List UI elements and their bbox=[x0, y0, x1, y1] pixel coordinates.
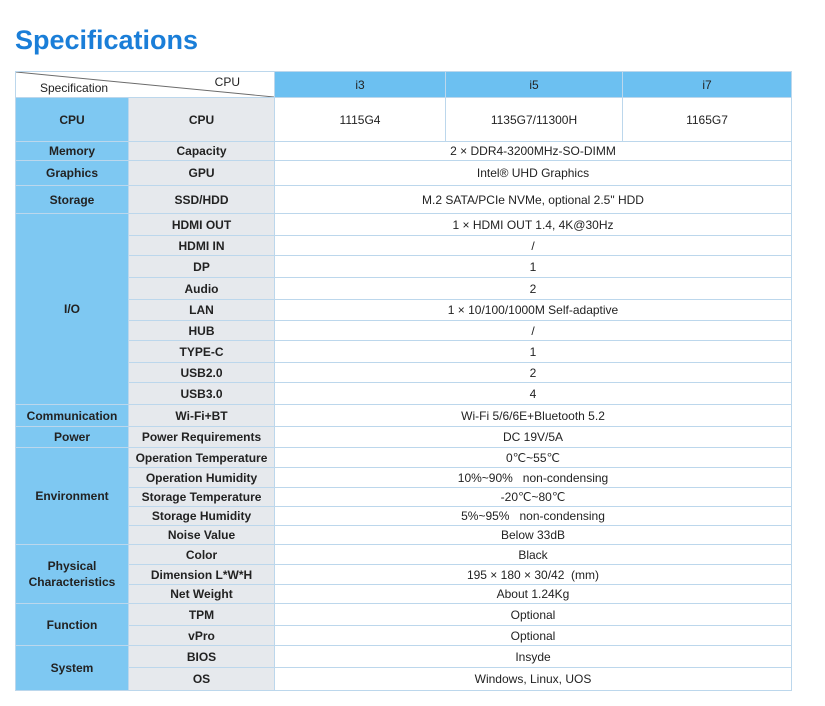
spec-value-type-c: 1 bbox=[275, 341, 792, 363]
spec-row bbox=[16, 427, 792, 448]
spec-label-bios: BIOS bbox=[129, 646, 275, 668]
spec-label-lan: LAN bbox=[129, 300, 275, 321]
corner-cpu-label: CPU bbox=[214, 75, 240, 89]
spec-label-capacity: Capacity bbox=[129, 142, 275, 161]
spec-row bbox=[16, 646, 792, 668]
spec-row bbox=[16, 405, 792, 427]
spec-value-hub: / bbox=[275, 321, 792, 341]
corner-specification-label: Specification bbox=[40, 81, 109, 95]
spec-row bbox=[16, 341, 792, 363]
spec-label-audio: Audio bbox=[129, 278, 275, 300]
spec-row bbox=[16, 214, 792, 236]
spec-row bbox=[16, 300, 792, 321]
spec-value-dimension-l-w-h: 195 × 180 × 30/42 (mm) bbox=[275, 565, 792, 585]
spec-value-lan: 1 × 10/100/1000M Self-adaptive bbox=[275, 300, 792, 321]
model-header-i3: i3 bbox=[275, 72, 446, 98]
spec-table bbox=[15, 71, 792, 691]
spec-row bbox=[16, 236, 792, 256]
spec-value-dp: 1 bbox=[275, 256, 792, 278]
spec-row bbox=[16, 526, 792, 545]
spec-label-wi-fi-bt: Wi-Fi+BT bbox=[129, 405, 275, 427]
spec-row bbox=[16, 507, 792, 526]
cpu-row bbox=[16, 98, 792, 142]
spec-value-tpm: Optional bbox=[275, 604, 792, 626]
spec-row bbox=[16, 585, 792, 604]
spec-label-cpu: CPU bbox=[129, 98, 275, 142]
spec-label-ssd-hdd: SSD/HDD bbox=[129, 186, 275, 214]
spec-row bbox=[16, 604, 792, 626]
category-storage: Storage bbox=[16, 186, 129, 214]
spec-label-dimension-l-w-h: Dimension L*W*H bbox=[129, 565, 275, 585]
spec-label-storage-temperature: Storage Temperature bbox=[129, 488, 275, 507]
spec-value-gpu: Intel® UHD Graphics bbox=[275, 161, 792, 186]
category-physical-characteristics: Physical Characteristics bbox=[16, 545, 129, 604]
spec-value-usb3-0: 4 bbox=[275, 383, 792, 405]
model-header-i7: i7 bbox=[623, 72, 792, 98]
spec-row bbox=[16, 488, 792, 507]
header-row bbox=[16, 72, 792, 98]
spec-row bbox=[16, 363, 792, 383]
spec-label-hdmi-out: HDMI OUT bbox=[129, 214, 275, 236]
spec-row bbox=[16, 256, 792, 278]
spec-row bbox=[16, 278, 792, 300]
category-cpu: CPU bbox=[16, 98, 129, 142]
spec-label-type-c: TYPE-C bbox=[129, 341, 275, 363]
category-power: Power bbox=[16, 427, 129, 448]
cpu-value-i5: 1135G7/11300H bbox=[446, 98, 623, 142]
spec-value-storage-temperature: -20℃~80℃ bbox=[275, 488, 792, 507]
spec-value-os: Windows, Linux, UOS bbox=[275, 668, 792, 691]
spec-label-vpro: vPro bbox=[129, 626, 275, 646]
spec-value-color: Black bbox=[275, 545, 792, 565]
spec-row bbox=[16, 383, 792, 405]
model-header-i5: i5 bbox=[446, 72, 623, 98]
category-environment: Environment bbox=[16, 448, 129, 545]
spec-value-vpro: Optional bbox=[275, 626, 792, 646]
spec-value-hdmi-in: / bbox=[275, 236, 792, 256]
spec-label-hub: HUB bbox=[129, 321, 275, 341]
spec-row bbox=[16, 565, 792, 585]
spec-label-net-weight: Net Weight bbox=[129, 585, 275, 604]
spec-value-operation-temperature: 0℃~55℃ bbox=[275, 448, 792, 468]
spec-row bbox=[16, 626, 792, 646]
spec-label-color: Color bbox=[129, 545, 275, 565]
category-graphics: Graphics bbox=[16, 161, 129, 186]
spec-row bbox=[16, 321, 792, 341]
category-function: Function bbox=[16, 604, 129, 646]
spec-label-gpu: GPU bbox=[129, 161, 275, 186]
corner-cell bbox=[16, 72, 275, 98]
cpu-value-i7: 1165G7 bbox=[623, 98, 792, 142]
category-system: System bbox=[16, 646, 129, 691]
page-title: Specifications bbox=[15, 25, 199, 55]
spec-row bbox=[16, 161, 792, 186]
category-memory: Memory bbox=[16, 142, 129, 161]
spec-row bbox=[16, 186, 792, 214]
spec-label-operation-humidity: Operation Humidity bbox=[129, 468, 275, 488]
cpu-value-i3: 1115G4 bbox=[275, 98, 446, 142]
spec-label-os: OS bbox=[129, 668, 275, 691]
spec-label-power-requirements: Power Requirements bbox=[129, 427, 275, 448]
spec-row bbox=[16, 142, 792, 161]
spec-label-noise-value: Noise Value bbox=[129, 526, 275, 545]
spec-row bbox=[16, 545, 792, 565]
spec-value-wi-fi-bt: Wi-Fi 5/6/6E+Bluetooth 5.2 bbox=[275, 405, 792, 427]
spec-label-usb3-0: USB3.0 bbox=[129, 383, 275, 405]
spec-label-tpm: TPM bbox=[129, 604, 275, 626]
spec-value-power-requirements: DC 19V/5A bbox=[275, 427, 792, 448]
spec-value-usb2-0: 2 bbox=[275, 363, 792, 383]
spec-value-storage-humidity: 5%~95% non-condensing bbox=[275, 507, 792, 526]
category-i-o: I/O bbox=[16, 214, 129, 405]
spec-row bbox=[16, 468, 792, 488]
spec-value-capacity: 2 × DDR4-3200MHz-SO-DIMM bbox=[275, 142, 792, 161]
spec-label-operation-temperature: Operation Temperature bbox=[129, 448, 275, 468]
spec-label-storage-humidity: Storage Humidity bbox=[129, 507, 275, 526]
spec-value-hdmi-out: 1 × HDMI OUT 1.4, 4K@30Hz bbox=[275, 214, 792, 236]
spec-row bbox=[16, 668, 792, 691]
spec-label-dp: DP bbox=[129, 256, 275, 278]
spec-value-operation-humidity: 10%~90% non-condensing bbox=[275, 468, 792, 488]
spec-label-hdmi-in: HDMI IN bbox=[129, 236, 275, 256]
spec-value-bios: Insyde bbox=[275, 646, 792, 668]
spec-value-noise-value: Below 33dB bbox=[275, 526, 792, 545]
category-communication: Communication bbox=[16, 405, 129, 427]
spec-value-ssd-hdd: M.2 SATA/PCIe NVMe, optional 2.5" HDD bbox=[275, 186, 792, 214]
spec-value-audio: 2 bbox=[275, 278, 792, 300]
spec-row bbox=[16, 448, 792, 468]
spec-label-usb2-0: USB2.0 bbox=[129, 363, 275, 383]
spec-value-net-weight: About 1.24Kg bbox=[275, 585, 792, 604]
